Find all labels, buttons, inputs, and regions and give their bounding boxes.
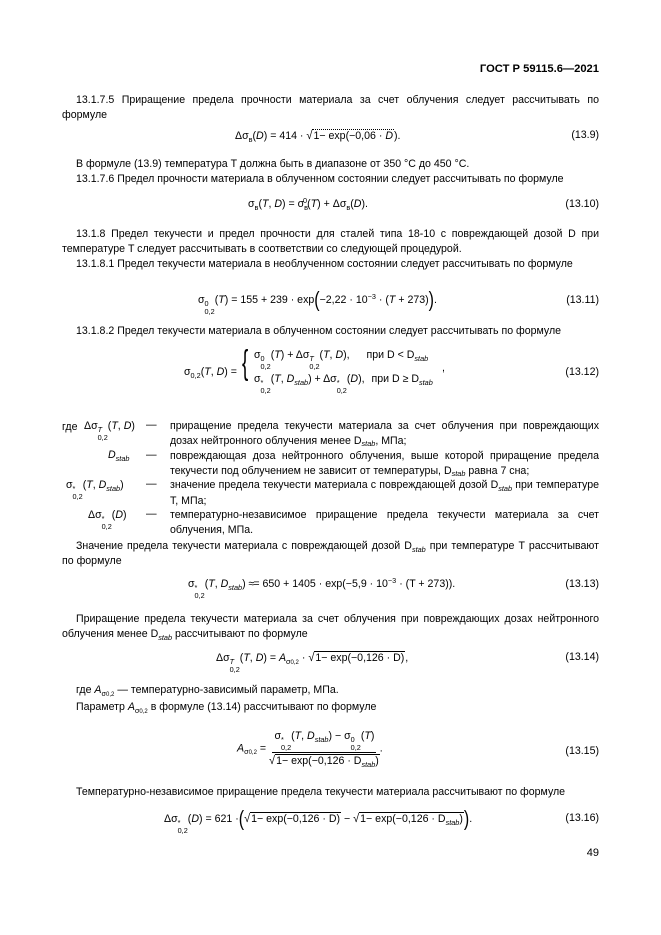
formula-13-15: $A_{\sigma 0,2}$ = σ * 0,2 (T, $D_{stab}) - \sigma$ 0 0,2 (T) $√1- \exp(-0,126 \cdot D_{stab})$ . — [237, 730, 383, 769]
formula-13-12-case-2: σ * 0,2 (T, $D_{stab}) + \Delta\sigma$ * 0,2 (D), при $D \ge D_{stab}$ — [254, 373, 433, 395]
formula-13-13: σ * 0,2 (T, $D_{stab}$) ≈ = $650 + 1405 \cdot \exp(-5,9 \cdot 10^{-3} \cdot (T + 273))$. — [188, 576, 456, 600]
def-dash-4: — — [146, 508, 157, 520]
formula-13-12-lhs: $\sigma_{0,2}(T$, D) = — [184, 366, 237, 380]
def-description-1: приращение предела текучести материала за счет облучения при повреждающих дозах нейтронного облучения менее $D_{stab}$, МПа; — [170, 420, 599, 448]
equation-number-13-11: (13.11) — [566, 294, 599, 306]
paragraph-temp-independent: Температурно-независимое приращение предела текучести материала рассчитывают по формуле — [76, 786, 566, 798]
equation-number-13-14: (13.14) — [565, 651, 599, 663]
formula-13-10: $\sigma_в(T$, $D) = \sigma_в^0(T) + \Delta\sigma_в(D)$. — [248, 196, 368, 212]
equation-number-13-16: (13.16) — [565, 812, 599, 824]
def-symbol-dstab: $D_{stab}$ — [108, 449, 130, 463]
equation-number-13-12: (13.12) — [565, 366, 599, 378]
equation-number-13-13: (13.13) — [565, 578, 599, 590]
paragraph-yield-increment: Приращение предела текучести материала за счет облучения при повреждающих дозах нейтронного облучения менее $D_{stab}$ рассчитывают по формуле — [62, 613, 599, 642]
equation-number-13-9: (13.9) — [571, 129, 599, 141]
paragraph-yield-value: Значение предела текучести материала с повреждающей дозой $D_{stab}$ при температуре T рассчитывают по формуле — [62, 540, 599, 567]
formula-13-9: $\Delta\sigma_в(D) = 414 \cdot √1- \exp(-0,06 \cdot D)$. — [235, 129, 401, 144]
def-dash-3: — — [146, 478, 157, 490]
paragraph-temperature-range: В формуле (13.9) температура T должна быть в диапазоне от 350 °C до 450 °C. — [76, 158, 470, 170]
def-symbol-delta-sigma-star: Δσ * 0,2 (D) — [88, 509, 127, 531]
formula-13-12-comma: , — [442, 362, 445, 374]
def-dash-2: — — [146, 449, 157, 461]
paragraph-13-1-8-2: 13.1.8.2 Предел текучести материала в облученном состоянии следует рассчитывать по формуле — [76, 325, 562, 337]
def-symbol-sigma-star: σ * 0,2 (T, $D_{stab}$) — [66, 479, 124, 501]
paragraph-parameter: Параметр $A_{\sigma 0,2}$ в формуле (13.14) рассчитывают по формуле — [76, 701, 377, 715]
paragraph-13-1-8-1: 13.1.8.1 Предел текучести материала в необлученном состоянии следует рассчитывать по формуле — [76, 258, 573, 270]
def-dash-1: — — [146, 419, 157, 431]
left-brace: { — [242, 344, 249, 382]
paragraph-13-1-7-6: 13.1.7.6 Предел прочности материала в облученном состоянии следует рассчитывать по формуле — [76, 173, 564, 185]
def-description-4: температурно-независимое приращение предела текучести материала за счет облучения, МПа. — [170, 509, 599, 536]
formula-13-11: σ 0 0,2 $(T) = 155 + 239 \cdot \exp(-2,22 \cdot 10^{-3} \cdot (T + 273))$. — [198, 288, 437, 316]
paragraph-13-1-7-5: 13.1.7.5 Приращение предела прочности материала за счет облучения следует рассчитывать по формуле — [62, 94, 599, 121]
equation-number-13-10: (13.10) — [565, 198, 599, 210]
formula-13-12-case-1: σ 0 0,2 (T) + Δσ T 0,2 (T, D), при $D < D_{stab}$ — [254, 349, 429, 371]
fraction-13-15: σ * 0,2 (T, $D_{stab}) - \sigma$ 0 0,2 (T) $√1- \exp(-0,126 \cdot D_{stab})$ — [269, 730, 379, 769]
formula-13-14: Δσ T 0,2 (T, $D) = A_{\sigma 0,2} \cdot √1- \exp(-0,126 \cdot D)$, — [216, 651, 409, 674]
equation-number-13-15: (13.15) — [565, 745, 599, 757]
def-description-2: повреждающая доза нейтронного облучения, выше которой приращение предела текучести под облучением не зависит от температуры, $D_{stab}$ равна 7 сна; — [170, 450, 599, 478]
def-description-3: значение предела текучести материала с повреждающей дозой $D_{stab}$ при температуре T, МПа; — [170, 479, 599, 507]
definitions-intro: где — [62, 421, 78, 433]
page-number: 49 — [586, 847, 599, 859]
paragraph-13-1-8: 13.1.8 Предел текучести и предел прочности для сталей типа 18-10 с повреждающей дозой D при температуре T следует рассчитывать в соответствии со следующей процедурой. — [62, 228, 599, 255]
paragraph-A-definition: где $A_{\sigma 0,2}$ — температурно-зависимый параметр, МПа. — [76, 684, 339, 698]
document-header: ГОСТ Р 59115.6—2021 — [479, 63, 599, 75]
formula-13-16: Δσ * 0,2 $(D) = 621 \cdot(√1- \exp(-0,126 \cdot D) - √1- \exp(-0,126 \cdot D_{stab}))$. — [164, 807, 473, 835]
def-symbol-delta-sigma-T: Δσ T 0,2 (T, D) — [84, 420, 135, 442]
